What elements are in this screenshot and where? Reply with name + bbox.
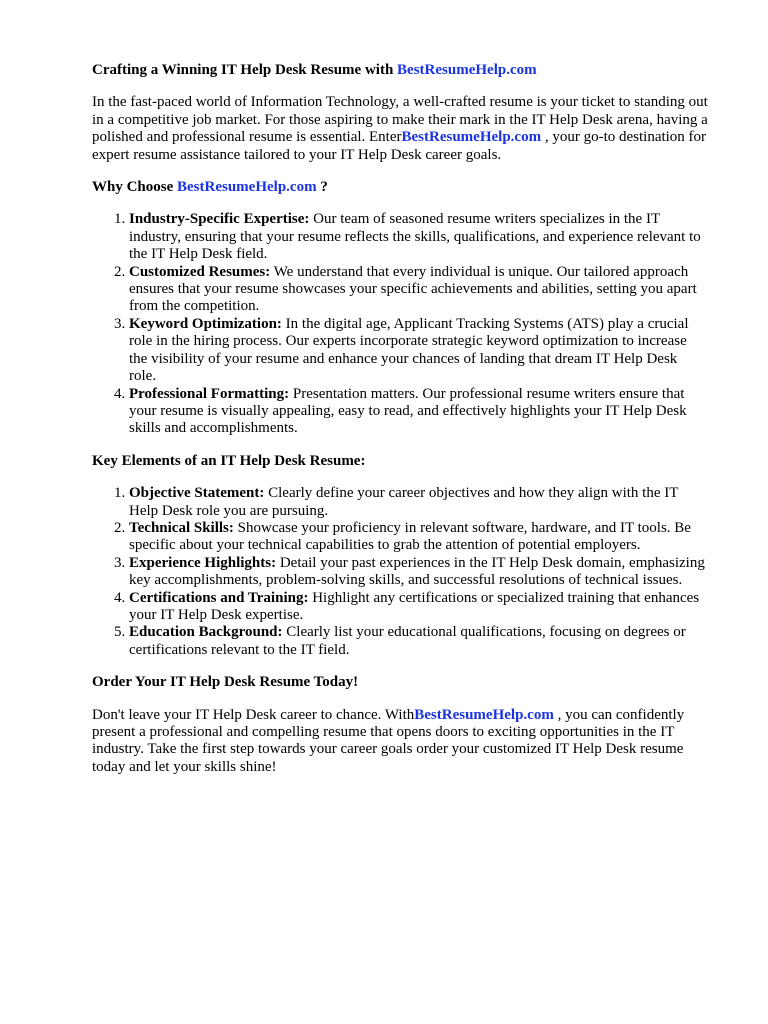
why-list <box>92 211 708 437</box>
intro-text-before: In the fast-paced world of Information Technology, a well-crafted resume is your ticket to standing out in a competitive job market. For those aspiring to make their mark in the IT Help Desk arena, having a polished and professional resume is essential. Enter <box>92 94 708 146</box>
why-heading <box>92 179 708 196</box>
why-heading-link[interactable]: BestResumeHelp.com <box>177 179 317 196</box>
why-heading-suffix: ? <box>316 179 328 196</box>
list-item-text: Detail your past experiences in the IT Help Desk domain, emphasizing key accomplishments, problem-solving skills, and successful resolutions of technical issues. <box>129 554 705 589</box>
list-item-term: Experience Highlights: <box>129 554 277 571</box>
list-item-term: Industry-Specific Expertise: <box>129 211 310 228</box>
list-item-text: Clearly list your educational qualifications, focusing on degrees or certifications relevant to the IT field. <box>129 624 686 658</box>
title-link[interactable]: BestResumeHelp.com <box>397 62 537 78</box>
page-title <box>92 62 708 79</box>
list-item <box>129 590 708 625</box>
list-item <box>129 316 708 386</box>
list-item <box>129 211 708 263</box>
order-heading: Order Your IT Help Desk Resume Today! <box>92 674 359 691</box>
list-item-term: Objective Statement: <box>129 485 265 502</box>
list-item-term: Customized Resumes: <box>129 263 271 280</box>
list-item <box>129 520 708 555</box>
list-item-term: Education Background: <box>129 624 283 641</box>
list-item-text: Highlight any certifications or specialized training that enhances your IT Help Desk expertise. <box>129 589 700 623</box>
list-item-term: Technical Skills: <box>129 519 234 536</box>
list-item <box>129 485 708 520</box>
intro-paragraph <box>92 94 708 164</box>
list-item-term: Professional Formatting: <box>129 385 290 402</box>
order-text-after: , you can confidently present a professional and compelling resume that opens doors to exciting opportunities in the IT industry. Take the first step towards your career goals order your customized IT Help Desk resume today and let your skills shine! <box>92 706 685 775</box>
list-item <box>129 264 708 316</box>
list-item-text: In the digital age, Applicant Tracking Systems (ATS) play a crucial role in the hiring process. Our experts incorporate strategic keyword optimization to increase the visibility of your resume and enhance your chances of landing that dream IT Help Desk role. <box>129 315 689 385</box>
order-paragraph <box>92 707 708 777</box>
list-item <box>129 555 708 590</box>
intro-link[interactable]: BestResumeHelp.com <box>401 129 542 146</box>
list-item-text: Clearly define your career objectives and how they align with the IT Help Desk role you are pursuing. <box>129 485 679 519</box>
order-link[interactable]: BestResumeHelp.com <box>414 706 554 723</box>
list-item-term: Certifications and Training: <box>129 589 309 606</box>
list-item <box>129 386 708 438</box>
title-text: Crafting a Winning IT Help Desk Resume with <box>92 62 398 78</box>
key-elements-list <box>92 485 708 659</box>
list-item-text: Our team of seasoned resume writers specializes in the IT industry, ensuring that your resume reflects the skills, qualifications, and experience relevant to the IT Help Desk field. <box>129 211 701 263</box>
key-elements-heading: Key Elements of an IT Help Desk Resume: <box>92 452 366 469</box>
order-text-before: Don't leave your IT Help Desk career to chance. With <box>92 706 415 723</box>
list-item-term: Keyword Optimization: <box>129 315 282 332</box>
intro-text-after: , your go-to destination for expert resume assistance tailored to your IT Help Desk career goals. <box>92 129 707 163</box>
list-item-text: Presentation matters. Our professional resume writers ensure that your resume is visually appealing, easy to read, and effectively highlights your IT Help Desk skills and accomplishments. <box>129 385 687 437</box>
list-item-text: We understand that every individual is unique. Our tailored approach ensures that your resume showcases your specific achievements and abilities, setting you apart from the competition. <box>129 263 697 315</box>
why-heading-text: Why Choose <box>92 179 178 196</box>
list-item-text: Showcase your proficiency in relevant software, hardware, and IT tools. Be specific about your technical capabilities to grab the attention of potential employers. <box>129 519 691 554</box>
list-item <box>129 624 708 659</box>
